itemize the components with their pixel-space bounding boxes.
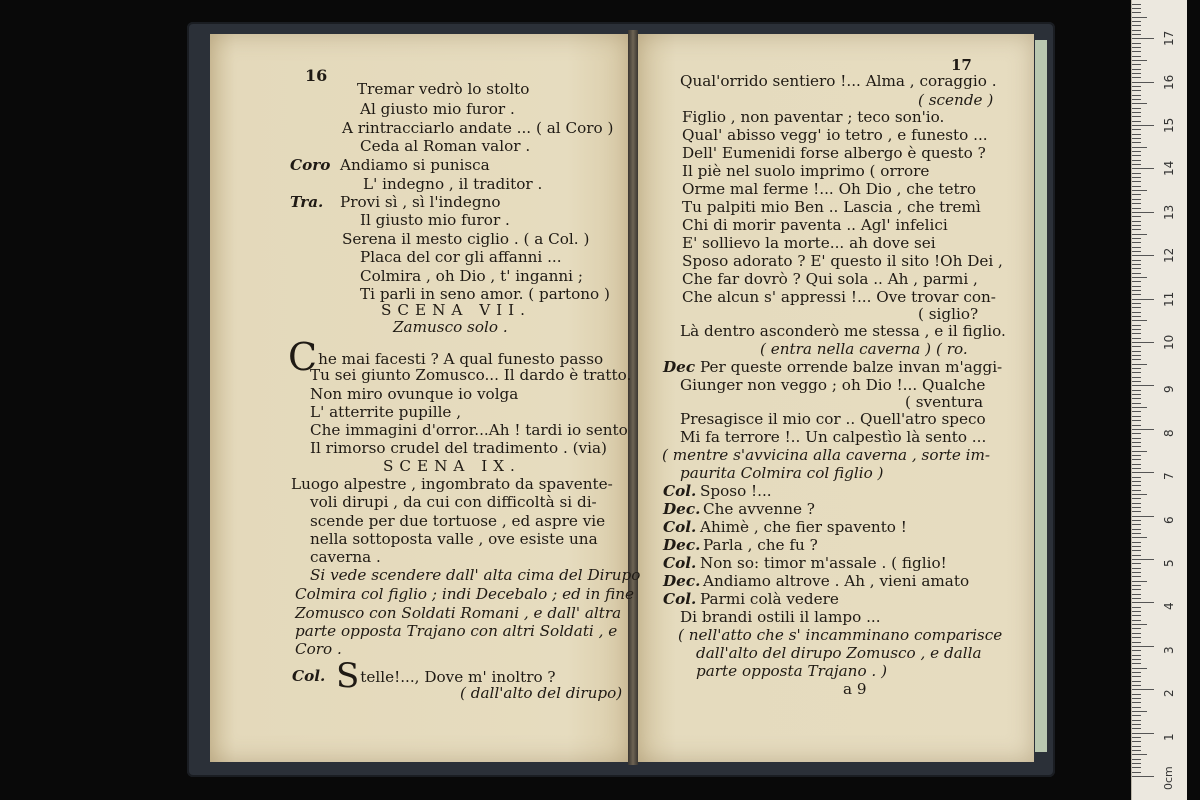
ruler-tick [1132,772,1141,773]
ruler-number: 12 [1162,247,1176,264]
ruler-tick [1132,368,1141,369]
ruler-number: 13 [1162,204,1176,220]
ruler-tick [1132,542,1141,543]
ruler-tick [1132,229,1141,230]
ruler-tick [1132,390,1141,391]
ruler-tick [1132,160,1141,161]
ruler-tick [1132,338,1141,339]
ruler-tick [1132,620,1141,621]
ruler-tick [1132,342,1154,343]
text-line: L' indegno , il traditor . [363,175,543,193]
ruler-tick [1132,650,1141,651]
stage-direction: ( nell'atto che s' incamminano comparisce [678,626,1003,644]
ruler-tick [1132,247,1141,248]
ruler-tick [1132,164,1141,165]
ruler-tick [1132,559,1154,560]
ruler-number: 8 [1162,429,1176,437]
text-line: Che far dovrò ? Qui sola .. Ah , parmi , [682,270,978,288]
ruler-tick [1132,689,1154,690]
ruler-tick [1132,720,1141,721]
text-line: E' sollievo la morte... ah dove sei [682,234,936,252]
text-line: Dell' Eumenidi forse albergo è questo ? [682,144,986,162]
text-line: Colmira , oh Dio , t' inganni ; [360,267,583,285]
text-line: L' atterrite pupille , [310,403,462,421]
ruler-tick [1132,459,1141,460]
ruler-tick [1132,624,1147,625]
ruler-tick [1132,464,1141,465]
ruler-tick [1132,203,1141,204]
ruler-tick [1132,60,1147,61]
stage-direction: ( scende ) [918,91,994,109]
ruler-tick [1132,208,1141,209]
ruler-tick [1132,251,1141,252]
ruler-tick [1132,199,1141,200]
ruler-tick [1132,642,1141,643]
ruler-tick [1132,394,1141,395]
stage-direction: paurita Colmira col figlio ) [680,464,884,482]
stage-direction: Colmira col figlio ; indi Decebalo ; ed in fine [295,585,634,603]
ruler-tick [1132,303,1141,304]
stage-direction: ( mentre s'avvicina alla caverna , sorte im- [662,446,991,464]
page-number-left: 16 [305,66,328,85]
text-line: Là dentro asconderò me stessa , e il figlio. [680,322,1006,340]
ruler-tick [1132,73,1141,74]
ruler-tick [1132,602,1154,603]
ruler-tick [1132,43,1141,44]
text-line: Ti parli in seno amor. ( partono ) [360,285,610,303]
ruler-tick [1132,702,1141,703]
text-line: Sposo adorato ? E' questo il sito !Oh Dei , [682,252,1003,270]
ruler-number: 2 [1162,689,1176,698]
ruler-tick [1132,82,1154,83]
ruler-tick [1132,138,1141,139]
ruler-tick [1132,728,1141,729]
ruler-tick [1132,56,1141,57]
speaker-label: Dec. [663,536,701,554]
ruler-tick [1132,264,1141,265]
ruler-tick [1132,555,1141,556]
ruler-tick [1132,147,1147,148]
ruler-tick [1132,477,1141,478]
speaker-label: Col. [292,667,326,685]
ruler-tick [1132,372,1141,373]
ruler-tick [1132,724,1141,725]
ruler-tick [1132,155,1141,156]
ruler-tick [1132,407,1147,408]
ruler-tick [1132,77,1141,78]
text-line: Parla , che fu ? [703,536,818,554]
ruler-tick [1132,12,1141,13]
drop-cap: C [288,335,318,379]
stage-direction: Si vede scendere dall' alta cima del Dirupo [310,566,641,584]
ruler-tick [1132,498,1141,499]
stage-direction: dall'alto del dirupo Zomusco , e dalla [696,644,982,662]
ruler-tick [1132,685,1141,686]
ruler-number: 1 [1162,732,1176,741]
ruler-tick [1132,121,1141,122]
ruler-tick [1132,550,1141,551]
text-line: Di brandi ostili il lampo ... [680,608,881,626]
speaker-label: Coro [290,156,331,174]
ruler-tick [1132,69,1141,70]
ruler-tick [1132,585,1141,586]
signature-mark: a 9 [843,680,867,698]
stage-direction: Zomusco con Soldati Romani , e dall' altra [295,604,622,622]
ruler-tick [1132,503,1141,504]
ruler-tick [1132,64,1141,65]
ruler-tick [1132,281,1141,282]
ruler-number: 14 [1162,161,1176,177]
ruler-tick [1132,763,1141,764]
text-line: Luogo alpestre , ingombrato da spavente- [291,475,613,493]
text-line: Che immagini d'orror...Ah ! tardi io sento [310,421,628,439]
ruler-tick [1132,446,1141,447]
ruler-tick [1132,86,1141,87]
ruler-tick [1132,472,1154,473]
text-line: Qual' abisso vegg' io tetro , e funesto ... [682,126,988,144]
ruler-tick [1132,103,1147,104]
ruler-tick [1132,316,1141,317]
ruler-tick [1132,568,1141,569]
text-line: Il rimorso crudel del tradimento . (via) [310,439,607,457]
ruler-tick [1132,381,1141,382]
speaker-label: Col. [663,482,697,500]
ruler-tick [1132,4,1141,5]
speaker-label: Dec. [663,572,701,590]
text-line: Non miro ovunque io volga [310,385,519,403]
text-line: Andiamo altrove . Ah , vieni amato [703,572,970,590]
text-line: Il piè nel suolo imprimo ( orrore [682,162,930,180]
ruler-tick [1132,663,1141,664]
text-line: Serena il mesto ciglio . ( a Col. ) [342,230,590,248]
ruler-tick [1132,177,1141,178]
ruler-tick [1132,168,1154,169]
ruler-tick [1132,759,1141,760]
speaker-label: Dec [663,358,696,376]
ruler-tick [1132,216,1141,217]
ruler-tick [1132,294,1141,295]
speaker-label: Dec. [663,500,701,518]
ruler-tick [1132,151,1141,152]
ruler-number: 10 [1162,334,1176,350]
ruler-tick [1132,715,1141,716]
ruler-tick [1132,359,1141,360]
ruler-tick [1132,242,1141,243]
ruler-tick [1132,95,1141,96]
ruler-tick [1132,173,1141,174]
stage-direction: ( dall'alto del dirupo) [460,684,623,702]
ruler-tick [1132,329,1141,330]
text-run: he mai facesti ? A qual funesto passo [318,350,604,368]
ruler-unit-label: 0cm [1162,766,1175,790]
stage-direction: Coro . [295,640,342,658]
ruler-tick [1132,733,1154,734]
speaker-label: Col. [663,590,697,608]
ruler-tick [1132,711,1147,712]
ruler-tick [1132,34,1141,35]
stage-direction: Zamusco solo . [393,318,508,336]
speaker-label: Tra. [290,193,324,211]
ruler-tick [1132,99,1141,100]
ruler-tick [1132,490,1141,491]
ruler-tick [1132,433,1141,434]
stage-direction: parte opposta Trajano . ) [696,662,888,680]
ruler-number: 6 [1162,515,1176,524]
ruler-tick [1132,507,1141,508]
text-line: Che avvenne ? [703,500,815,518]
ruler-tick [1132,273,1141,274]
text-line: Figlio , non paventar ; teco son'io. [682,108,945,126]
ruler-tick [1132,529,1141,530]
ruler-number: 15 [1162,117,1176,133]
text-line: Placa del cor gli affanni ... [360,248,562,266]
ruler-tick [1132,377,1141,378]
ruler-tick [1132,451,1147,452]
speaker-label: Col. [663,518,697,536]
ruler-tick [1132,563,1141,564]
ruler-tick [1132,659,1141,660]
text-line: Ceda al Roman valor . [360,137,531,155]
ruler-tick [1132,707,1141,708]
ruler-tick [1132,212,1154,213]
ruler-tick [1132,607,1141,608]
ruler-tick [1132,307,1141,308]
ruler-tick [1132,524,1141,525]
ruler-tick [1132,668,1147,669]
ruler-tick [1132,398,1141,399]
ruler-tick [1132,312,1141,313]
text-line: Provi sì , sì l'indegno [340,193,501,211]
ruler-tick [1132,633,1141,634]
ruler-tick [1132,38,1154,39]
ruler-tick [1132,746,1141,747]
ruler-tick [1132,455,1141,456]
ruler-tick [1132,320,1147,321]
text-line: Giunger non veggo ; oh Dio !... Qualche [680,376,986,394]
ruler-tick [1132,741,1141,742]
ruler-number: 11 [1162,291,1176,307]
ruler-tick [1132,611,1141,612]
ruler-tick [1132,325,1141,326]
ruler-tick [1132,628,1141,629]
ruler-tick [1132,364,1147,365]
text-line: Il giusto mio furor . [360,211,510,229]
ruler-tick [1132,681,1141,682]
ruler-tick [1132,238,1141,239]
text-line: Chi di morir paventa .. Agl' infelici [682,216,948,234]
ruler-tick [1132,537,1147,538]
ruler-number: 9 [1162,385,1176,394]
ruler-tick [1132,698,1141,699]
ruler-tick [1132,116,1141,117]
scene-heading: SCENA VII. [381,301,531,319]
ruler-tick [1132,750,1141,751]
ruler-tick [1132,299,1154,300]
ruler-tick [1132,481,1141,482]
ruler-tick [1132,646,1154,647]
ruler-tick [1132,51,1141,52]
scene-heading: SCENA IX. [383,457,521,475]
text-line: Che alcun s' appressi !... Ove trovar con- [682,288,996,306]
ruler-tick [1132,637,1141,638]
ruler-tick [1132,403,1141,404]
text-line: Presagisce il mio cor .. Quell'atro speco [680,410,986,428]
text-line: Parmi colà vedere [700,590,839,608]
ruler-tick [1132,47,1141,48]
ruler-tick [1132,255,1154,256]
text-line: Sposo !... [700,482,772,500]
ruler-tick [1132,411,1141,412]
ruler-tick [1132,385,1154,386]
ruler-tick [1132,598,1141,599]
ruler-tick [1132,134,1141,135]
ruler-tick [1132,30,1141,31]
ruler-tick [1132,533,1141,534]
ruler-tick [1132,355,1141,356]
ruler-tick [1132,546,1141,547]
ruler-tick [1132,181,1141,182]
ruler-tick [1132,511,1141,512]
ruler-tick [1132,346,1141,347]
text-line: Non so: timor m'assale . ( figlio! [700,554,947,572]
ruler-tick [1132,351,1141,352]
ruler-tick [1132,221,1141,222]
text-line: Andiamo si punisca [340,156,490,174]
page-number-right: 17 [951,56,972,74]
ruler-tick [1132,129,1141,130]
ruler-tick [1132,655,1141,656]
ruler-number: 17 [1162,30,1176,47]
ruler-number: 4 [1162,602,1176,611]
ruler-tick [1132,589,1141,590]
ruler-tick [1132,420,1141,421]
ruler-tick [1132,125,1154,126]
ruler-tick [1132,516,1154,517]
text-line: ( siglio? [918,305,979,323]
text-line: Ahimè , che fier spavento ! [700,518,907,536]
text-line: caverna . [310,548,381,566]
ruler-tick [1132,485,1141,486]
text-line: Tu palpiti mio Ben .. Lascia , che tremì [682,198,981,216]
ruler-tick [1132,425,1141,426]
ruler-tick [1132,268,1141,269]
text-line: Al giusto mio furor . [360,100,515,118]
ruler-number: 5 [1162,559,1176,567]
ruler-tick [1132,767,1141,768]
ruler-tick [1132,581,1147,582]
ruler-tick [1132,234,1147,235]
ruler-tick [1132,194,1141,195]
ruler-tick [1132,21,1141,22]
ruler-tick [1132,286,1141,287]
text-line: Tremar vedrò lo stolto [357,80,530,98]
ruler-tick [1132,572,1141,573]
ruler-tick [1132,416,1141,417]
ruler-tick [1132,142,1141,143]
ruler-number: 16 [1162,74,1176,90]
text-line: Qual'orrido sentiero !... Alma , coraggio . [680,72,997,90]
ruler-tick [1132,754,1147,755]
ruler-tick [1132,438,1141,439]
ruler-tick [1132,672,1141,673]
ruler-tick [1132,333,1141,334]
text-line: voli dirupi , da cui con difficoltà si di- [310,493,597,511]
text-line: Tu sei giunto Zomusco... Il dardo è tratto. [310,366,632,384]
text-line: A rintracciarlo andate ... ( al Coro ) [342,119,614,137]
text-line: Orme mal ferme !... Oh Dio , che tetro [682,180,976,198]
ruler-tick [1132,260,1141,261]
ruler-tick [1132,442,1141,443]
ruler-tick [1132,429,1154,430]
ruler-tick [1132,8,1141,9]
ruler-tick [1132,594,1141,595]
ruler-number: 7 [1162,472,1176,481]
drop-cap: S [336,656,360,696]
ruler-tick [1132,468,1141,469]
text-line: scende per due tortuose , ed aspre vie [310,512,606,530]
text-line: Per queste orrende balze invan m'aggi- [700,358,1003,376]
ruler-tick [1132,676,1141,677]
text-line: Mi fa terrore !.. Un calpestìo là sento ... [680,428,987,446]
ruler-tick [1132,615,1141,616]
ruler-tick [1132,494,1147,495]
ruler-tick [1132,17,1147,18]
ruler-tick [1132,108,1141,109]
text-line: ( sventura [905,393,984,411]
speaker-label: Col. [663,554,697,572]
ruler-tick [1132,225,1141,226]
stage-direction: parte opposta Trajano con altri Soldati , e [295,622,618,640]
page-edge-stripe [1035,40,1047,752]
ruler-tick [1132,25,1141,26]
ruler-tick [1132,576,1141,577]
ruler-number: 3 [1162,646,1176,654]
ruler-tick [1132,694,1141,695]
ruler-tick [1132,112,1141,113]
ruler-tick [1132,737,1141,738]
ruler-tick [1132,190,1147,191]
measurement-ruler [1131,0,1187,800]
ruler-tick [1132,290,1141,291]
ruler-tick [1132,90,1141,91]
text-line: nella sottoposta valle , ove esiste una [310,530,598,548]
ruler-tick [1132,186,1141,187]
ruler-tick [1132,277,1147,278]
text-run: telle!..., Dove m' inoltro ? [360,668,556,686]
stage-direction: ( entra nella caverna ) ( ro. [760,340,968,358]
ruler-tick [1132,776,1154,777]
book-gutter [628,30,638,765]
ruler-tick [1132,520,1141,521]
